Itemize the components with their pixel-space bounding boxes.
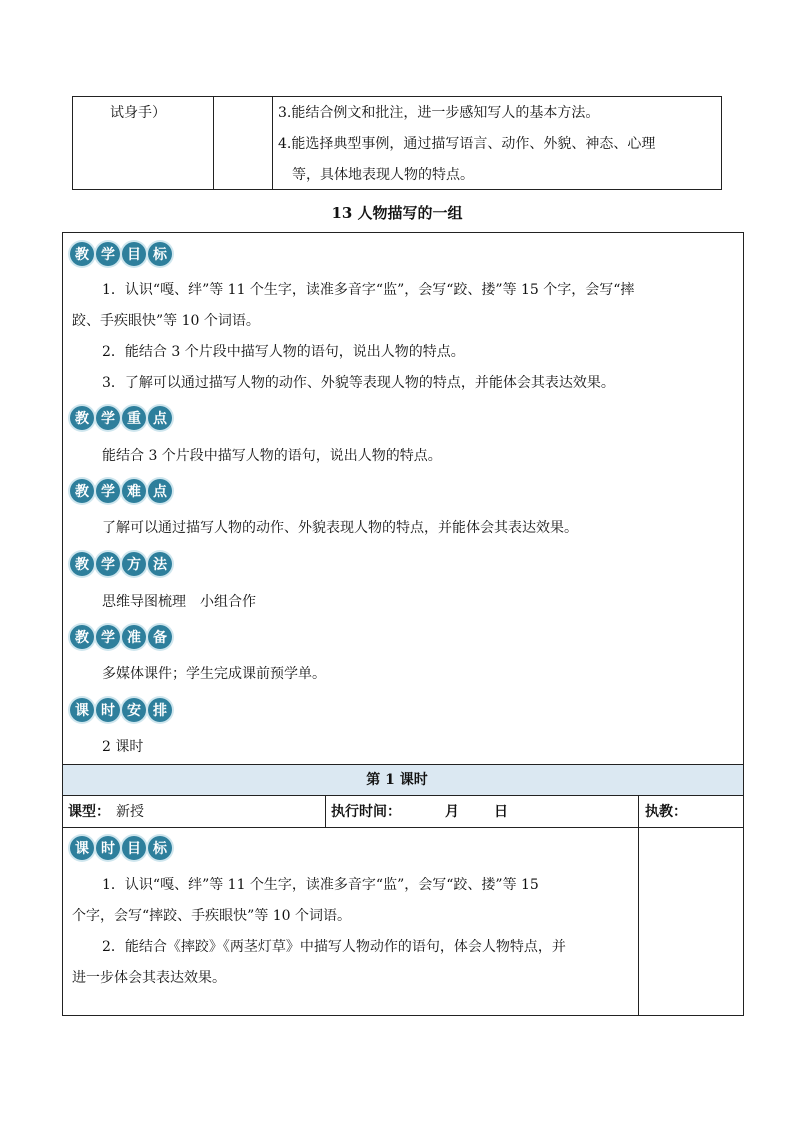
lesson-title: 13 人物描写的一组 [331,204,463,222]
badge-char: 教 [70,552,94,576]
badge-char: 时 [96,836,120,860]
key-text: 能结合 3 个片段中描写人物的语句，说出人物的特点。 [102,448,442,464]
top-table-item-4: 4.能选择典型事例，通过描写语言、动作、外貌、神态、心理 [278,136,656,152]
badge-char: 学 [96,552,120,576]
badge-char: 教 [70,242,94,266]
period-goals-line-1: 1．认识“嘎、绊”等 11 个生字，读准多音字“监”，会写“跤、搂”等 15 [102,877,539,893]
badge-char: 课 [70,698,94,722]
teacher-label: 执教： [645,804,687,820]
badge-char: 备 [148,625,172,649]
goals-line-1: 1．认识“嘎、绊”等 11 个生字，读准多音字“监”，会写“跤、搂”等 15 个字，会写“摔 [102,282,635,298]
top-table-divider-2 [272,96,273,190]
info-divider-2 [638,796,639,1016]
badge-char: 时 [96,698,120,722]
time-label: 执行时间： [331,804,401,820]
badge-char: 难 [122,479,146,503]
badge-char: 标 [148,242,172,266]
difficulty-text: 了解可以通过描写人物的动作、外貌表现人物的特点，并能体会其表达效果。 [102,520,578,536]
method-text: 思维导图梳理 小组合作 [102,594,256,610]
goals-line-1-cont: 跤、手疾眼快”等 10 个词语。 [72,313,260,329]
time-month: 月 [445,804,459,820]
badge-char: 学 [96,406,120,430]
badge-char: 点 [148,479,172,503]
prep-badge [70,625,172,653]
period-goals-line-2: 2．能结合《摔跤》《两茎灯草》中描写人物动作的语句，体会人物特点，并 [102,939,566,955]
method-badge [70,552,172,580]
badge-char: 教 [70,479,94,503]
difficulty-badge [70,479,172,507]
badge-char: 目 [122,836,146,860]
badge-char: 教 [70,625,94,649]
schedule-text: 2 课时 [102,739,144,755]
badge-char: 标 [148,836,172,860]
badge-char: 安 [122,698,146,722]
prep-text: 多媒体课件；学生完成课前预学单。 [102,666,326,682]
badge-char: 学 [96,479,120,503]
time-day: 日 [494,804,508,820]
top-table-col1: 试身手） [110,105,166,121]
top-table-item-3: 3.能结合例文和批注，进一步感知写人的基本方法。 [278,105,600,121]
schedule-badge [70,698,172,726]
badge-char: 教 [70,406,94,430]
info-divider-1 [325,796,326,827]
goals-line-2: 2．能结合 3 个片段中描写人物的语句，说出人物的特点。 [102,344,465,360]
period-header: 第 1 课时 [366,772,428,788]
badge-char: 课 [70,836,94,860]
info-row-bottom-line [62,827,744,828]
top-table-item-4-cont: 等，具体地表现人物的特点。 [292,167,474,183]
type-label: 课型： [68,804,110,820]
goals-badge [70,242,172,270]
type-value: 新授 [116,804,144,820]
period-goals-badge [70,836,172,864]
badge-char: 重 [122,406,146,430]
badge-char: 排 [148,698,172,722]
top-table-divider-1 [213,96,214,190]
period-goals-line-2-cont: 进一步体会其表达效果。 [72,970,226,986]
badge-char: 法 [148,552,172,576]
badge-char: 学 [96,625,120,649]
period-goals-line-1-cont: 个字，会写“摔跤、手疾眼快”等 10 个词语。 [72,908,352,924]
key-badge [70,406,172,434]
badge-char: 目 [122,242,146,266]
goals-line-3: 3．了解可以通过描写人物的动作、外貌等表现人物的特点，并能体会其表达效果。 [102,375,615,391]
badge-char: 准 [122,625,146,649]
badge-char: 学 [96,242,120,266]
badge-char: 方 [122,552,146,576]
badge-char: 点 [148,406,172,430]
